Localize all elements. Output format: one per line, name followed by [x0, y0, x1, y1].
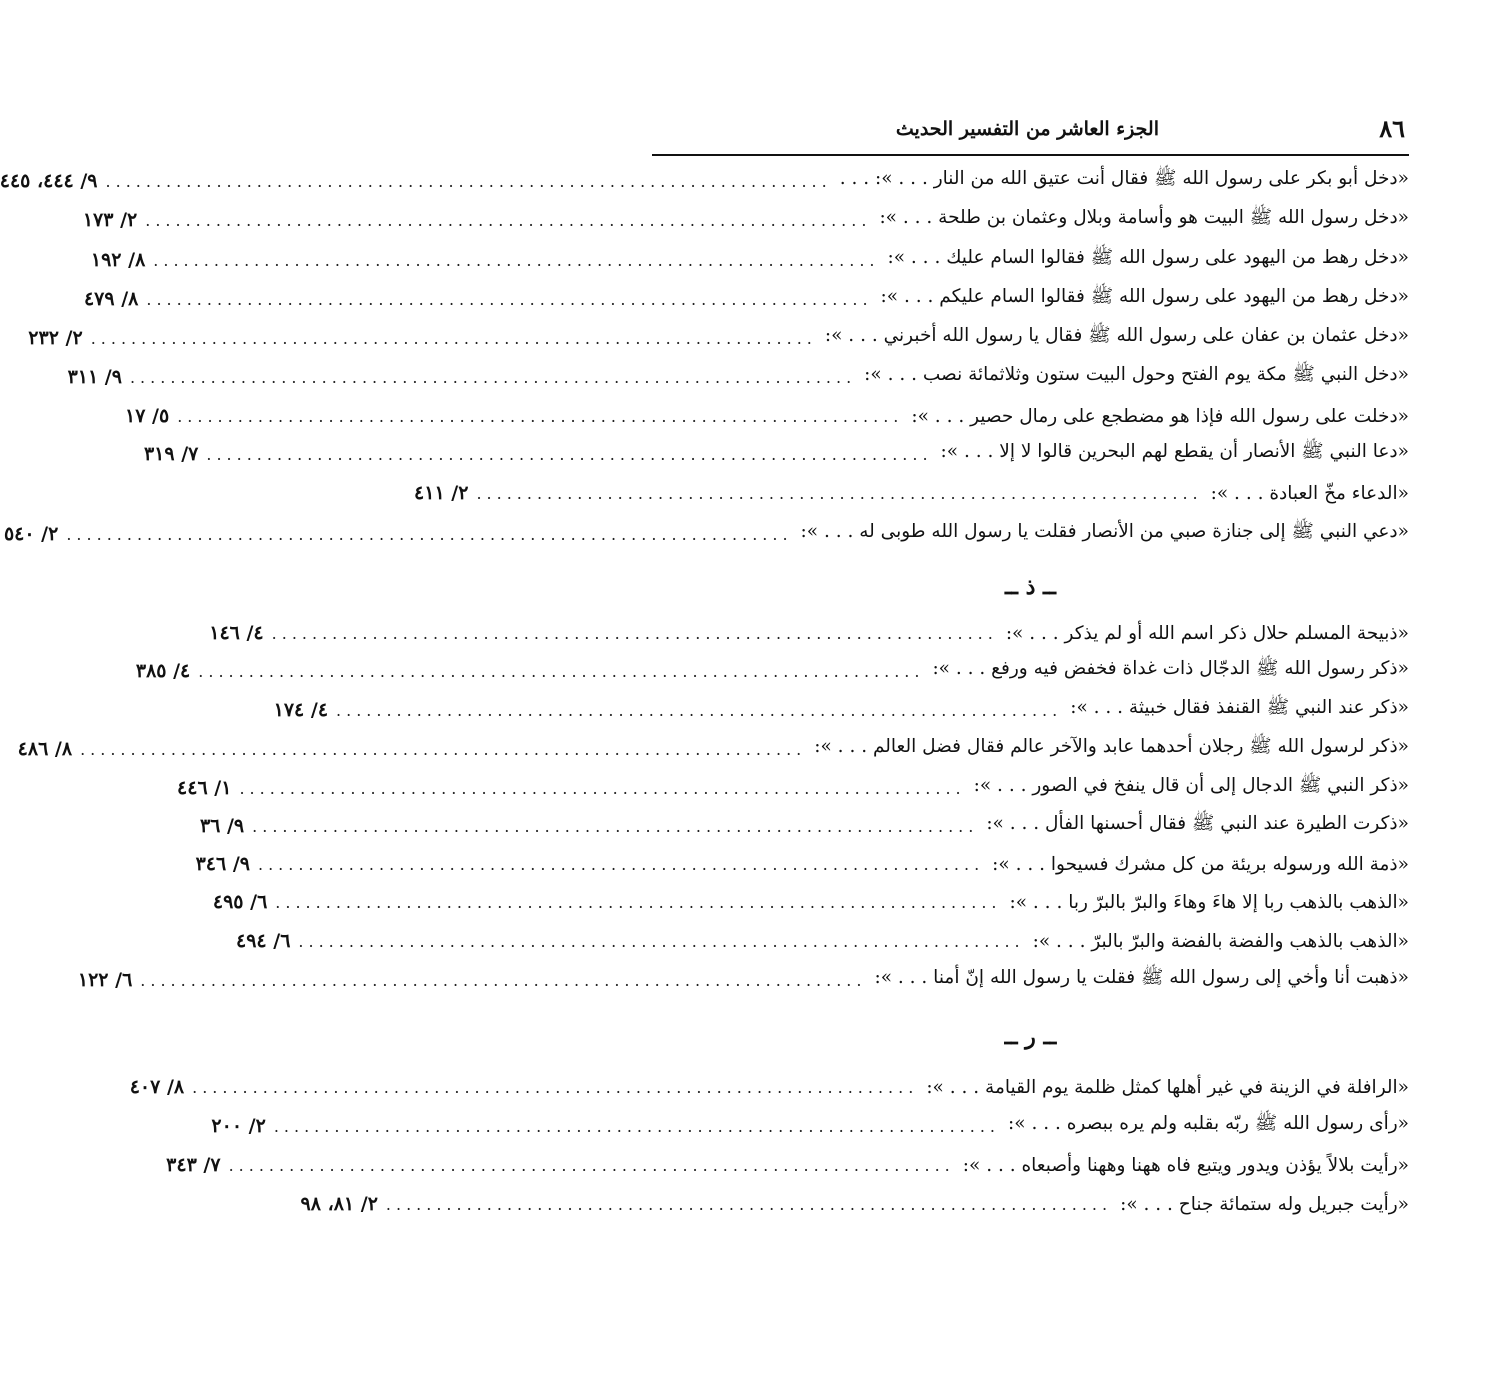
- hadith-text: «ذهبت أنا وأخي إلى رسول الله ﷺ فقلت يا رسول الله إنّ أمنا . . . »:: [874, 967, 1409, 988]
- hadith-text: «دخل أبو بكر على رسول الله ﷺ فقال أنت عتيق الله من النار . . . »: . . .: [839, 168, 1409, 189]
- page-reference: ٧/ ٣١٩: [143, 443, 199, 465]
- leader-dots: ........................................................................: [129, 367, 857, 387]
- page-reference: ٤/ ٣٨٥: [135, 660, 191, 682]
- index-entry: [77, 962, 1409, 998]
- hadith-text: «دخل رهط من اليهود على رسول الله ﷺ فقالوا السام عليكم . . . »:: [880, 286, 1409, 307]
- index-entry: [209, 615, 1409, 651]
- leader-dots: ........................................................................: [192, 1077, 919, 1097]
- page-number: ٨٦: [1379, 114, 1405, 143]
- leader-dots: ........................................................................: [177, 406, 904, 426]
- hadith-text: «ذبيحة المسلم حلال ذكر اسم الله أو لم يذكر . . . »:: [1005, 622, 1409, 644]
- hadith-text: «دخل عثمان بن عفان على رسول الله ﷺ فقال يا رسول الله أخبرني . . . »:: [824, 325, 1409, 346]
- index-entry: [212, 884, 1409, 920]
- index-entry: [3, 516, 1409, 552]
- hadith-text: «دعا النبي ﷺ الأنصار أن يقطع لهم البحرين قالوا لا إلا . . . »:: [940, 441, 1409, 462]
- leader-dots: ........................................................................: [146, 289, 873, 309]
- leader-dots: ........................................................................: [273, 1116, 1001, 1136]
- page-reference: ٩/ ٣١١: [67, 366, 122, 388]
- leader-dots: ........................................................................: [198, 661, 925, 681]
- index-entry: [143, 436, 1409, 472]
- page-header: [652, 112, 1409, 156]
- leader-dots: ........................................................................: [336, 700, 1063, 720]
- page-reference: ٢/ ٥٤٠: [3, 523, 59, 545]
- hadith-text: «دعي النبي ﷺ إلى جنازة صبي من الأنصار فقلت يا رسول الله طوبى له . . . »:: [800, 521, 1409, 542]
- leader-dots: ........................................................................: [252, 816, 979, 836]
- page-reference: ١/ ٤٤٦: [177, 777, 232, 799]
- hadith-text: «دخل رهط من اليهود على رسول الله ﷺ فقالوا السام عليك . . . »:: [887, 247, 1409, 268]
- leader-dots: ........................................................................: [385, 1194, 1113, 1214]
- leader-dots: ........................................................................: [257, 854, 985, 874]
- index-entry: [82, 202, 1409, 238]
- index-entry: [0, 163, 1409, 199]
- hadith-text: «الرافلة في الزينة في غير أهلها كمثل ظلمة يوم القيامة . . . »:: [926, 1076, 1409, 1098]
- page-reference: ٩/ ٣٤٦: [195, 853, 250, 875]
- page-reference: ٥/ ١٧: [124, 405, 170, 427]
- hadith-text: «رأيت بلالاً يؤذن ويدور ويتبع فاه ههنا وههنا وأصبعاه . . . »:: [962, 1154, 1409, 1176]
- hadith-text: «ذكر لرسول الله ﷺ رجلان أحدهما عابد والآخر عالم فقال فضل العالم . . . »:: [814, 736, 1409, 757]
- leader-dots: ........................................................................: [228, 1155, 955, 1175]
- hadith-text: «ذكر عند النبي ﷺ القنفذ فقال خبيثة . . . »:: [1070, 697, 1409, 718]
- hadith-text: «دخلت على رسول الله فإذا هو مضطجع على رمال حصير . . . »:: [911, 405, 1409, 427]
- leader-dots: ........................................................................: [90, 328, 817, 348]
- hadith-text: «ذمة الله ورسوله بريئة من كل مشرك فسيحوا . . . »:: [992, 853, 1409, 875]
- leader-dots: ........................................................................: [275, 892, 1002, 912]
- index-entry: [83, 281, 1409, 317]
- page-reference: ٩/ ٤٤٤، ٤٤٥: [0, 170, 98, 192]
- section-letter-ra: ــ ر ــ: [1004, 1024, 1057, 1050]
- hadith-text: «دخل رسول الله ﷺ البيت هو وأسامة وبلال وعثمان بن طلحة . . . »:: [879, 207, 1409, 228]
- leader-dots: ........................................................................: [105, 171, 832, 191]
- leader-dots: ........................................................................: [298, 931, 1025, 951]
- hadith-text: «الذهب بالذهب والفضة بالفضة والبرّ بالبرّ . . . »:: [1032, 930, 1409, 952]
- index-entry: [129, 1069, 1409, 1105]
- index-entry: [273, 692, 1409, 728]
- hadith-text: «ذكر النبي ﷺ الدجال إلى أن قال ينفخ في الصور . . . »:: [973, 775, 1409, 796]
- leader-dots: ........................................................................: [476, 483, 1203, 503]
- leader-dots: ........................................................................: [66, 524, 793, 544]
- hadith-text: «دخل النبي ﷺ مكة يوم الفتح وحول البيت ستون وثلاثمائة نصب . . . »:: [864, 364, 1409, 385]
- page-reference: ٢/ ١٧٣: [82, 209, 138, 231]
- index-entry: [67, 359, 1409, 395]
- index-entry: [199, 808, 1409, 844]
- page-reference: ٢/ ٢٠٠: [211, 1115, 266, 1137]
- page-reference: ٦/ ٤٩٤: [236, 930, 291, 952]
- index-entry: [90, 242, 1409, 278]
- page-reference: ٩/ ٣٦: [199, 815, 245, 837]
- page-reference: ٦/ ٤٩٥: [212, 891, 268, 913]
- index-entry: [135, 653, 1409, 689]
- page-reference: ٦/ ١٢٢: [77, 969, 133, 991]
- index-entry: [195, 846, 1409, 882]
- leader-dots: ........................................................................: [145, 210, 872, 230]
- page-reference: ٤/ ١٤٦: [209, 622, 264, 644]
- page-reference: ٧/ ٣٤٣: [166, 1154, 221, 1176]
- hadith-text: «رأى رسول الله ﷺ ربّه بقلبه ولم يره ببصره . . . »:: [1008, 1113, 1409, 1134]
- index-entry: [177, 770, 1409, 806]
- leader-dots: ........................................................................: [206, 444, 933, 464]
- index-entry: [236, 923, 1409, 959]
- index-entry: [166, 1147, 1409, 1183]
- page-reference: ٨/ ٤٨٦: [17, 738, 73, 760]
- page-reference: ٢/ ٤١١: [414, 482, 469, 504]
- leader-dots: ........................................................................: [271, 623, 998, 643]
- page-reference: ٨/ ١٩٢: [90, 249, 146, 271]
- hadith-text: «الذهب بالذهب ربا إلا هاءَ وهاءَ والبرّ بالبرّ ربا . . . »:: [1009, 891, 1409, 913]
- hadith-text: «الدعاء مخّ العبادة . . . »:: [1210, 482, 1409, 504]
- leader-dots: ........................................................................: [153, 250, 880, 270]
- hadith-text: «ذكر رسول الله ﷺ الدجّال ذات غداة فخفض فيه ورفع . . . »:: [932, 658, 1409, 679]
- section-letter-dhal: ــ ذ ــ: [1005, 574, 1056, 600]
- page-reference: ٤/ ١٧٤: [273, 699, 329, 721]
- running-title: الجزء العاشر من التفسير الحديث: [895, 118, 1159, 140]
- page-reference: ٢/ ٨١، ٩٨: [300, 1193, 378, 1215]
- hadith-text: «ذكرت الطيرة عند النبي ﷺ فقال أحسنها الفأل . . . »:: [986, 813, 1409, 834]
- index-entry: [414, 475, 1409, 511]
- index-entry: [17, 731, 1409, 767]
- index-entry: [28, 320, 1409, 356]
- leader-dots: ........................................................................: [80, 739, 807, 759]
- page-reference: ٨/ ٤٠٧: [129, 1076, 185, 1098]
- leader-dots: ........................................................................: [140, 970, 867, 990]
- leader-dots: ........................................................................: [239, 778, 966, 798]
- page-reference: ٨/ ٤٧٩: [83, 288, 139, 310]
- index-entry: [300, 1186, 1409, 1222]
- hadith-text: «رأيت جبريل وله ستمائة جناح . . . »:: [1120, 1193, 1409, 1215]
- page-reference: ٢/ ٢٣٢: [28, 327, 83, 349]
- index-entry: [124, 398, 1409, 434]
- index-entry: [211, 1108, 1409, 1144]
